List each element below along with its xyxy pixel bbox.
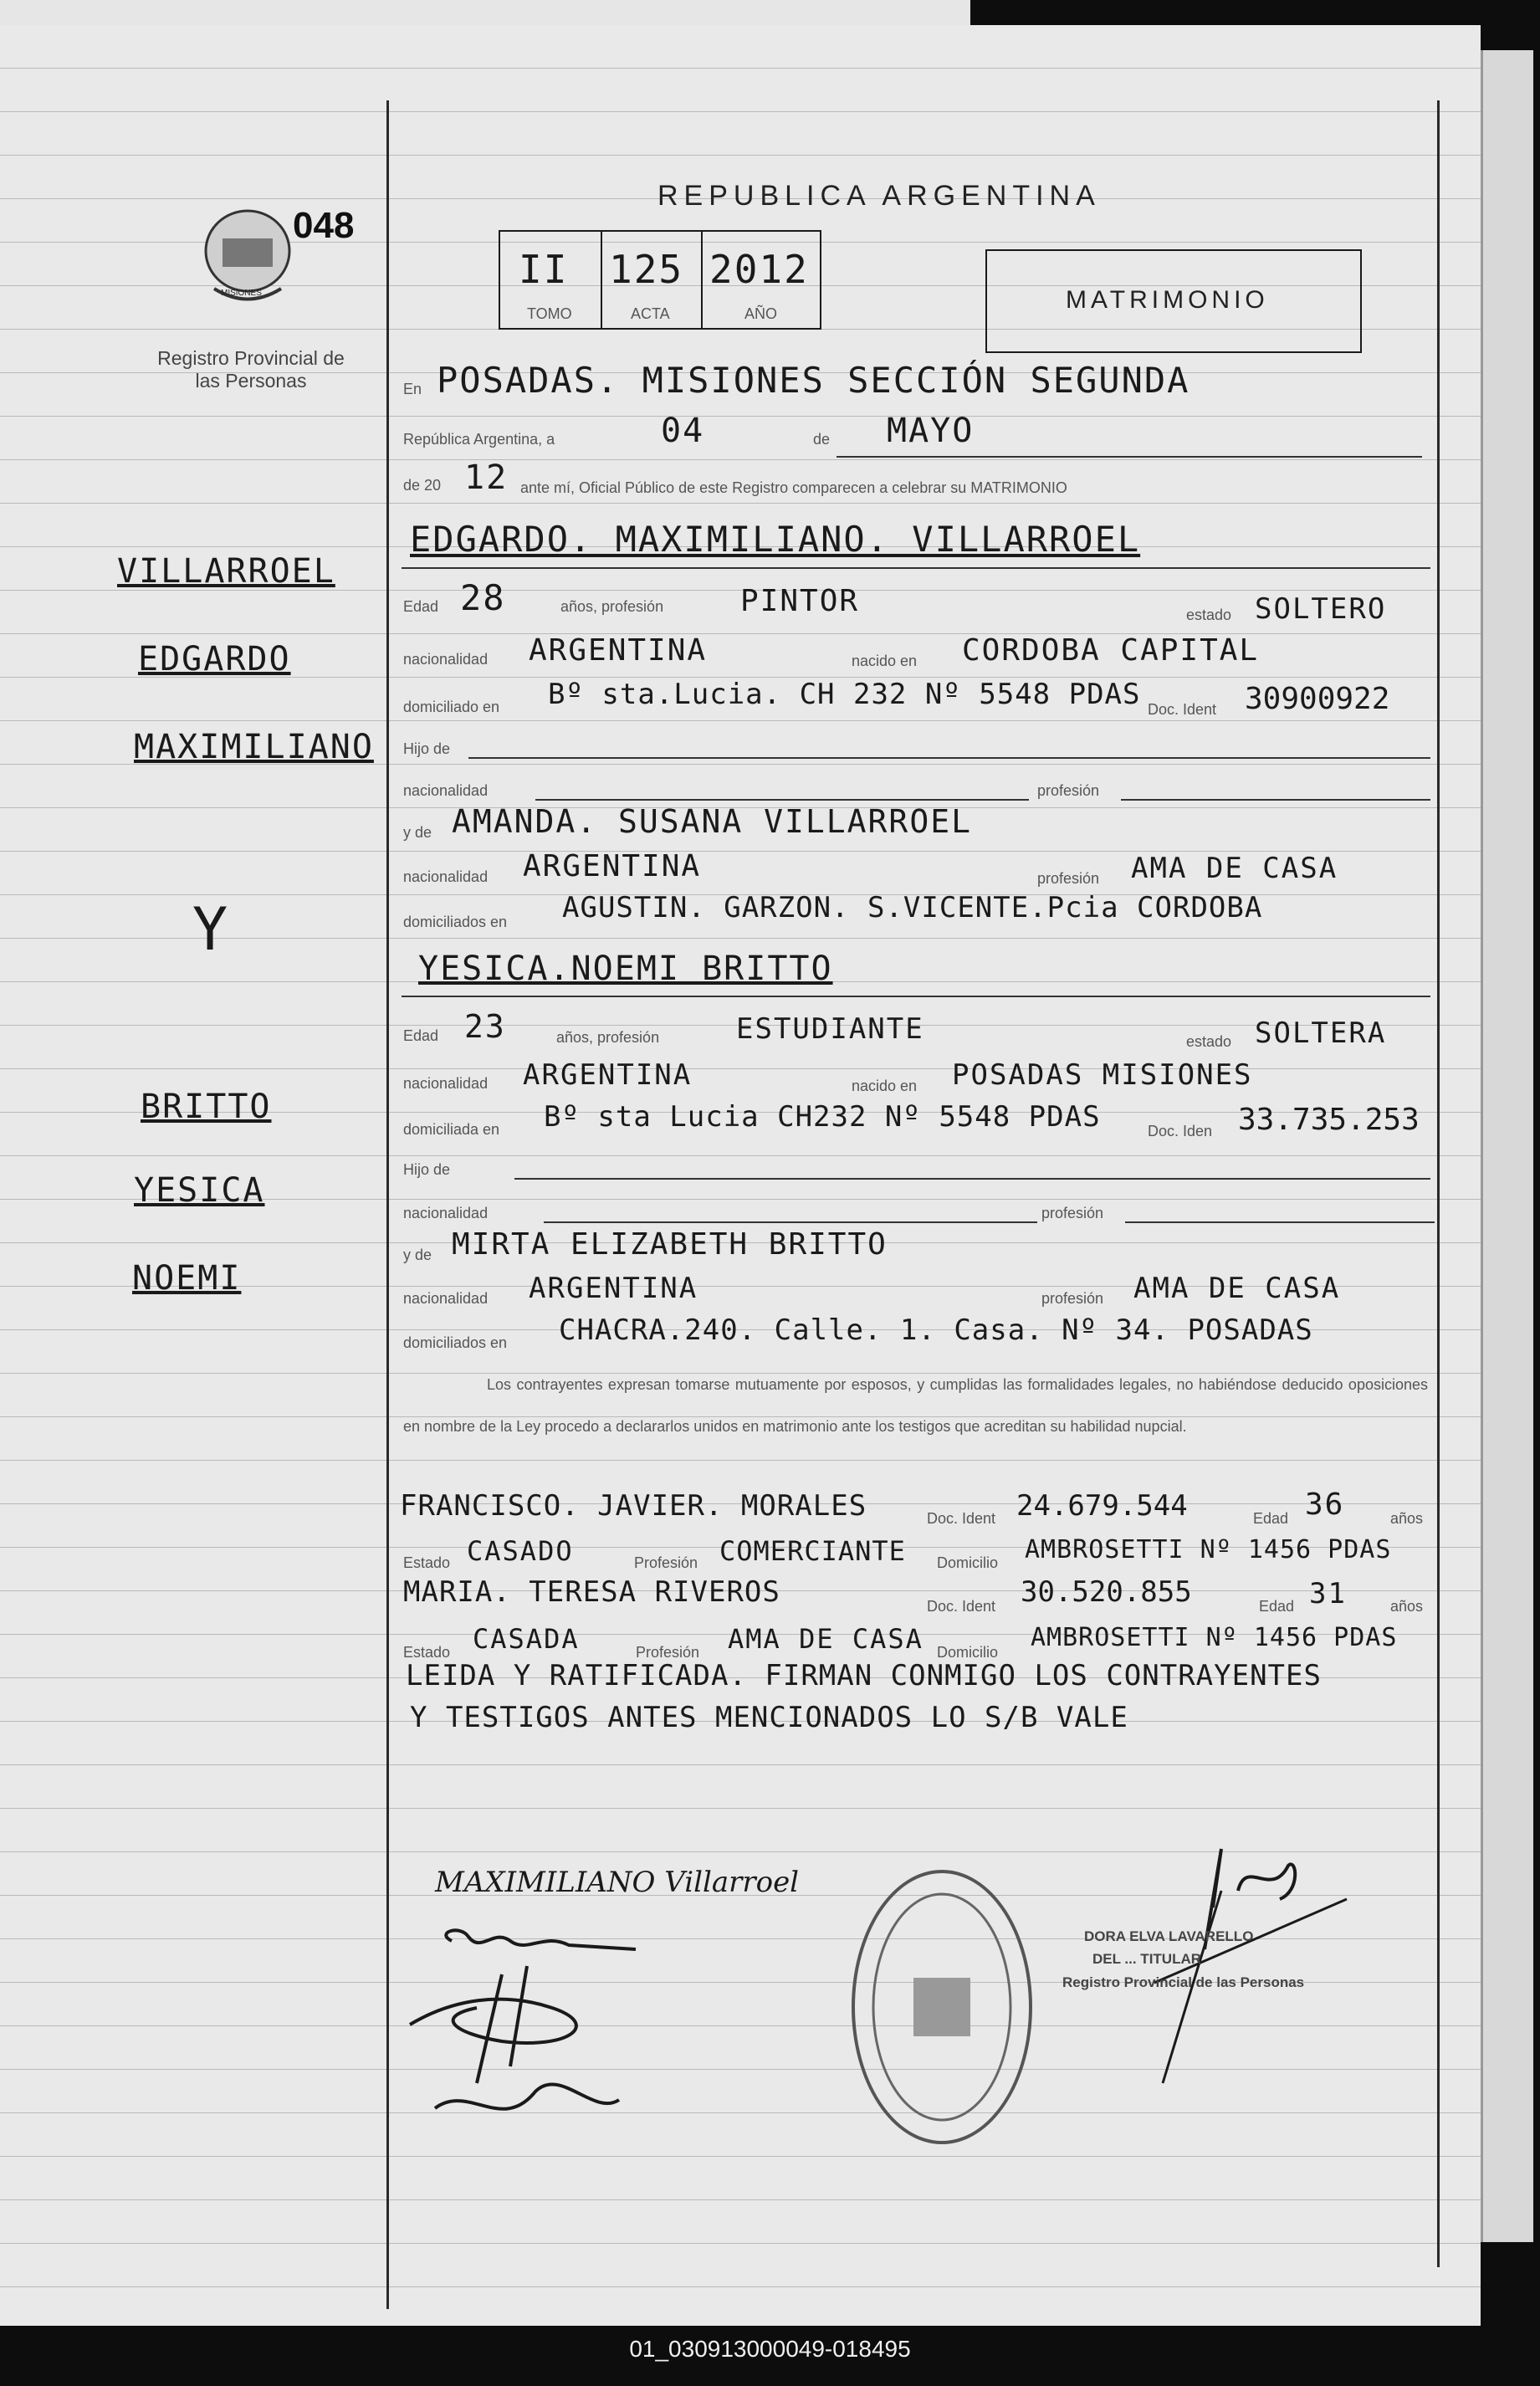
witness2-doc: 30.520.855 [1021, 1575, 1192, 1609]
witness2-estado-label: Estado [403, 1644, 451, 1661]
witness2-prof: AMA DE CASA [728, 1623, 923, 1655]
country-title: REPUBLICA ARGENTINA [657, 180, 1101, 212]
acta-value: 125 [609, 247, 684, 292]
ano-label: AÑO [744, 305, 778, 322]
groom-doc: 30900922 [1245, 682, 1390, 716]
bride-estado: SOLTERA [1255, 1016, 1387, 1050]
bride-edad: 23 [464, 1008, 506, 1045]
witness1-edad: 36 [1305, 1487, 1345, 1522]
certificate-page [0, 25, 1481, 2326]
groom-estado: SOLTERO [1255, 592, 1387, 626]
bride-estado-label: estado [1186, 1033, 1232, 1050]
witness2-dom-label: Domicilio [937, 1644, 999, 1661]
bride-mother: MIRTA ELIZABETH BRITTO [452, 1227, 888, 1262]
officer-name: DORA ELVA LAVARELLO [1084, 1928, 1254, 1944]
bride-edad-label: Edad [403, 1027, 439, 1044]
bride-mother-dom: CHACRA.240. Calle. 1. Casa. Nº 34. POSADAS [559, 1313, 1313, 1347]
groom-nacido-label: nacido en [852, 653, 918, 669]
bride-domicilio: Bº sta Lucia CH232 Nº 5548 PDAS [544, 1100, 1101, 1134]
month: MAYO [887, 412, 975, 450]
bride-prof-label: años, profesión [556, 1029, 660, 1046]
acta-box [601, 230, 703, 330]
bride-mother-prof: AMA DE CASA [1133, 1272, 1341, 1305]
groom-name-line [402, 567, 1430, 569]
witness1-doc-label: Doc. Ident [927, 1510, 996, 1527]
bride-nacido-label: nacido en [852, 1078, 918, 1094]
bride-name: YESICA.NOEMI BRITTO [418, 950, 833, 988]
officer-title: DEL ... TITULAR [1092, 1951, 1202, 1967]
bride-mother-dom-label: domiciliados en [403, 1334, 508, 1351]
right-rule [1437, 100, 1440, 2267]
ano-box [701, 230, 821, 330]
bride-mother-label: y de [403, 1247, 432, 1263]
acta-label: ACTA [631, 305, 670, 322]
bride-dom-label: domiciliada en [403, 1121, 500, 1138]
groom-profesion: PINTOR [740, 584, 860, 618]
day: 04 [661, 412, 705, 450]
witness1-anos: años [1390, 1510, 1424, 1527]
bride-mother-nac-label: nacionalidad [403, 1290, 489, 1307]
record-type-box [985, 249, 1362, 353]
groom-nacionalidad: ARGENTINA [529, 633, 708, 668]
bride-nac-label: nacionalidad [403, 1075, 489, 1092]
groom-edad-label: Edad [403, 598, 439, 615]
bride-nacionalidad: ARGENTINA [523, 1058, 693, 1092]
margin-second-name: MAXIMILIANO [134, 728, 374, 766]
witness1-estado: CASADO [467, 1535, 574, 1567]
margin-bride-first: YESICA [134, 1171, 265, 1210]
bride-doc: 33.735.253 [1238, 1103, 1420, 1137]
groom-nacido: CORDOBA CAPITAL [962, 633, 1260, 668]
groom-edad: 28 [460, 577, 506, 618]
page-top-strip [0, 0, 970, 25]
margin-rule [386, 100, 389, 2309]
officer-registry: Registro Provincial de las Personas [1062, 1974, 1305, 1990]
groom-name: EDGARDO. MAXIMILIANO. VILLARROEL [410, 519, 1141, 560]
groom-father-nac-line [535, 799, 1029, 801]
groom-mother-dom-label: domiciliados en [403, 914, 508, 930]
bride-doc-label: Doc. Iden [1148, 1123, 1213, 1139]
closing-line-2: Y TESTIGOS ANTES MENCIONADOS LO S/B VALE [410, 1701, 1128, 1734]
bride-profesion: ESTUDIANTE [736, 1012, 924, 1046]
witness2-dom: AMBROSETTI Nº 1456 PDAS [1031, 1623, 1398, 1652]
closing-line-1: LEIDA Y RATIFICADA. FIRMAN CONMIGO LOS CONTRAYENTES [406, 1659, 1322, 1692]
book-binding [1481, 50, 1533, 2242]
groom-mother: AMANDA. SUSANA VILLARROEL [452, 803, 972, 840]
signature-scribbles [402, 1916, 669, 2150]
groom-mother-dom: AGUSTIN. GARZON. S.VICENTE.Pcia CORDOBA [562, 891, 1263, 924]
witness1-dom: AMBROSETTI Nº 1456 PDAS [1025, 1535, 1392, 1564]
provincial-seal [197, 205, 298, 314]
groom-hijo-label: Hijo de [403, 740, 451, 757]
bride-mother-nac: ARGENTINA [529, 1272, 698, 1305]
witness2-estado: CASADA [473, 1623, 580, 1655]
de20-label: de 20 [403, 477, 442, 494]
groom-doc-label: Doc. Ident [1148, 701, 1217, 718]
witness2-prof-label: Profesión [636, 1644, 700, 1661]
official-stamp [852, 1870, 1032, 2144]
witness1-edad-label: Edad [1253, 1510, 1289, 1527]
groom-mother-nac-label: nacionalidad [403, 868, 489, 885]
seal-text: MISIONES [221, 289, 262, 298]
tomo-box [499, 230, 602, 330]
intro-text: ante mí, Oficial Público de este Registro comparecen a celebrar su MATRIMONIO [520, 479, 1067, 496]
margin-surname: VILLARROEL [117, 552, 335, 591]
tomo-label: TOMO [527, 305, 572, 322]
groom-prof-label: años, profesión [560, 598, 664, 615]
bride-father-nac-line [544, 1221, 1037, 1223]
witness1-dom-label: Domicilio [937, 1554, 999, 1571]
witness2-edad-label: Edad [1259, 1598, 1295, 1615]
groom-domicilio: Bº sta.Lucia. CH 232 Nº 5548 PDAS [548, 678, 1141, 711]
image-id: 01_030913000049-018495 [629, 2336, 911, 2362]
groom-signature: MAXIMILIANO Villarroel [435, 1866, 800, 1899]
bride-nacido: POSADAS MISIONES [952, 1058, 1253, 1092]
bride-mother-prof-label: profesión [1041, 1290, 1104, 1307]
declaration: Los contrayentes expresan tomarse mutuamente por esposos, y cumplidas las formalidades legales, no habiéndose deducido oposiciones en nombre de la Ley procedo a declararlos unidos en matrimonio ante los testigos que acreditan su habilidad nupcial. [403, 1376, 1428, 1435]
month-line [837, 456, 1422, 458]
groom-father-line [468, 757, 1430, 759]
groom-dom-label: domiciliado en [403, 699, 500, 715]
witness1-doc: 24.679.544 [1016, 1489, 1188, 1523]
tomo-value: II [519, 247, 569, 292]
bride-hijo-label: Hijo de [403, 1161, 451, 1178]
place: POSADAS. MISIONES SECCIÓN SEGUNDA [437, 360, 1190, 401]
groom-mother-prof-label: profesión [1037, 870, 1100, 887]
bride-name-line [402, 996, 1430, 997]
margin-first-name: EDGARDO [138, 640, 291, 678]
groom-father-prof-line [1121, 799, 1430, 801]
witness1-prof: COMERCIANTE [719, 1535, 906, 1567]
margin-conjunction: Y [192, 895, 230, 964]
witness2-doc-label: Doc. Ident [927, 1598, 996, 1615]
de-label: de [813, 431, 831, 448]
margin-bride-second: NOEMI [132, 1259, 242, 1298]
groom-mother-prof: AMA DE CASA [1131, 852, 1338, 885]
groom-father-prof-label: profesión [1037, 782, 1100, 799]
witness2-anos: años [1390, 1598, 1424, 1615]
groom-mother-nac: ARGENTINA [523, 849, 702, 883]
registry-name: Registro Provincial de las Personas [157, 347, 345, 392]
bride-father-prof-line [1125, 1221, 1435, 1223]
witness1-prof-label: Profesión [634, 1554, 698, 1571]
bride-father-prof-label: profesión [1041, 1205, 1104, 1221]
bride-father-nac-label: nacionalidad [403, 1205, 489, 1221]
groom-estado-label: estado [1186, 607, 1232, 623]
groom-mother-label: y de [403, 824, 432, 841]
bride-father-line [514, 1178, 1430, 1180]
page-number: 048 [293, 205, 355, 246]
witness2-name: MARIA. TERESA RIVEROS [403, 1575, 780, 1609]
groom-nac-label: nacionalidad [403, 651, 489, 668]
republica-label: República Argentina, a [403, 431, 555, 448]
witness1-name: FRANCISCO. JAVIER. MORALES [400, 1489, 867, 1523]
witness1-estado-label: Estado [403, 1554, 451, 1571]
witness2-edad: 31 [1309, 1577, 1347, 1610]
ano-value: 2012 [709, 247, 809, 292]
margin-bride-surname: BRITTO [141, 1088, 272, 1126]
year: 12 [464, 458, 509, 497]
en-label: En [403, 381, 422, 397]
record-type: MATRIMONIO [1066, 286, 1269, 314]
groom-father-nac-label: nacionalidad [403, 782, 489, 799]
